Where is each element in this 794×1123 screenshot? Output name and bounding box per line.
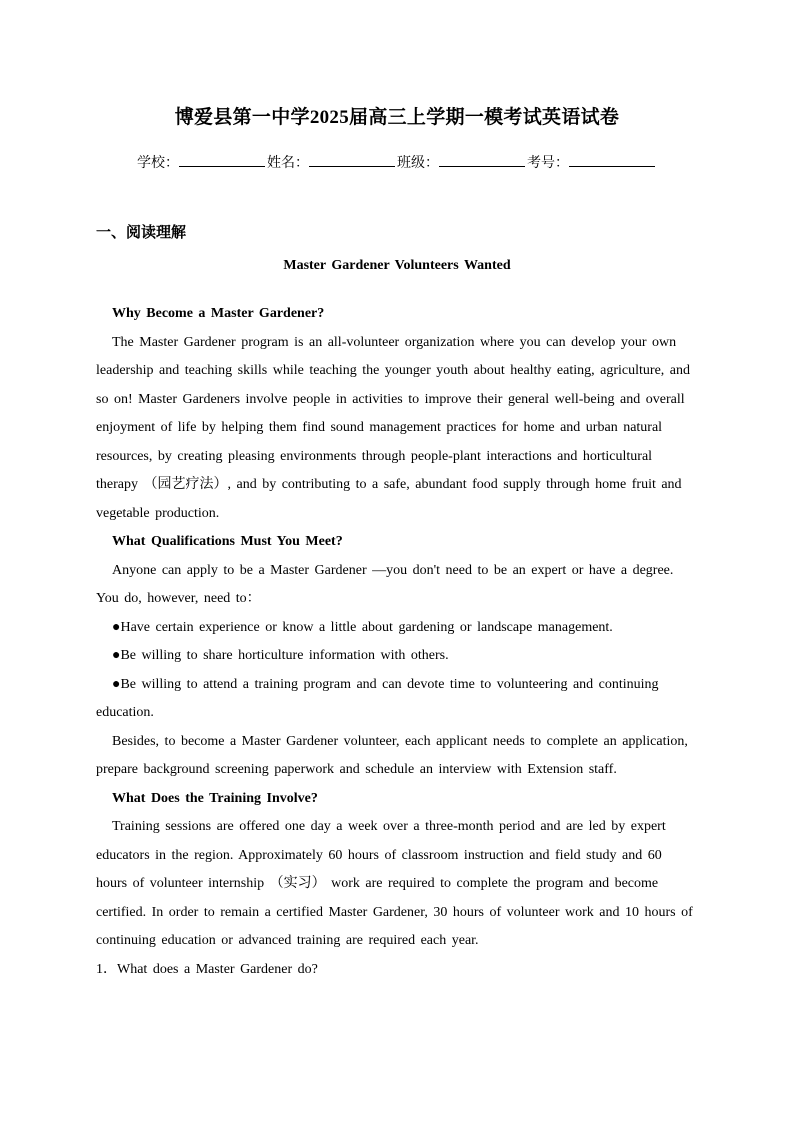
- name-label: 姓名：: [267, 155, 309, 171]
- name-blank[interactable]: [309, 166, 395, 167]
- paragraph-training: Training sessions are offered one day a week over a three-month period and are led by expert educators in the region. Approximately 60 hours of classroom instruction and field study and 60 hours of volunteer internship （实习） work are required to complete the program and become certified. In order to remain a certified Master Gardener, 30 hours of volunteer work and 10 hours of continuing education or advanced training are required each year.: [96, 819, 693, 948]
- bullet-item: ●Have certain experience or know a little about gardening or landscape management.: [112, 619, 613, 635]
- subheading-why: Why Become a Master Gardener?: [112, 306, 325, 321]
- passage-body: [96, 300, 698, 984]
- number-blank[interactable]: [569, 166, 655, 167]
- exam-title: 博爱县第一中学2025届高三上学期一模考试英语试卷: [174, 107, 620, 128]
- paragraph-program: The Master Gardener program is an all-volunteer organization where you can develop your own leadership and teaching skills while teaching the younger youth about healthy eating, agriculture, and so on! Master Gardeners involve people in activities to improve their general well-being and overall enjoyment of life by helping them find sound management practices for home and urban natural resources, by creating pleasing environments through people-plant interactions and horticultural therapy （园艺疗法）, and by contributing to a safe, abundant food supply through home fruit and vegetable production.: [96, 334, 690, 521]
- bullet-item: ●Be willing to share horticulture information with others.: [112, 648, 449, 663]
- school-blank[interactable]: [179, 166, 265, 167]
- school-label: 学校：: [137, 155, 179, 171]
- number-label: 考号：: [527, 155, 569, 171]
- subheading-qualifications: What Qualifications Must You Meet?: [112, 534, 343, 549]
- section-heading: 一、阅读理解: [96, 223, 187, 241]
- question-1: 1．What does a Master Gardener do?: [96, 961, 318, 977]
- student-info-line: [0, 152, 794, 172]
- bullet-item: ●Be willing to attend a training program and can devote time to volunteering and continuing education.: [96, 676, 659, 720]
- subheading-training: What Does the Training Involve?: [112, 790, 318, 806]
- class-blank[interactable]: [439, 166, 525, 167]
- paragraph-besides: Besides, to become a Master Gardener volunteer, each applicant needs to complete an application, prepare background screening paperwork and schedule an interview with Extension staff.: [96, 733, 688, 777]
- class-label: 班级：: [397, 155, 439, 171]
- paragraph-anyone: Anyone can apply to be a Master Gardener —you don't need to be an expert or have a degree. You do, however, need to：: [96, 562, 674, 606]
- passage-title: Master Gardener Volunteers Wanted: [283, 258, 511, 273]
